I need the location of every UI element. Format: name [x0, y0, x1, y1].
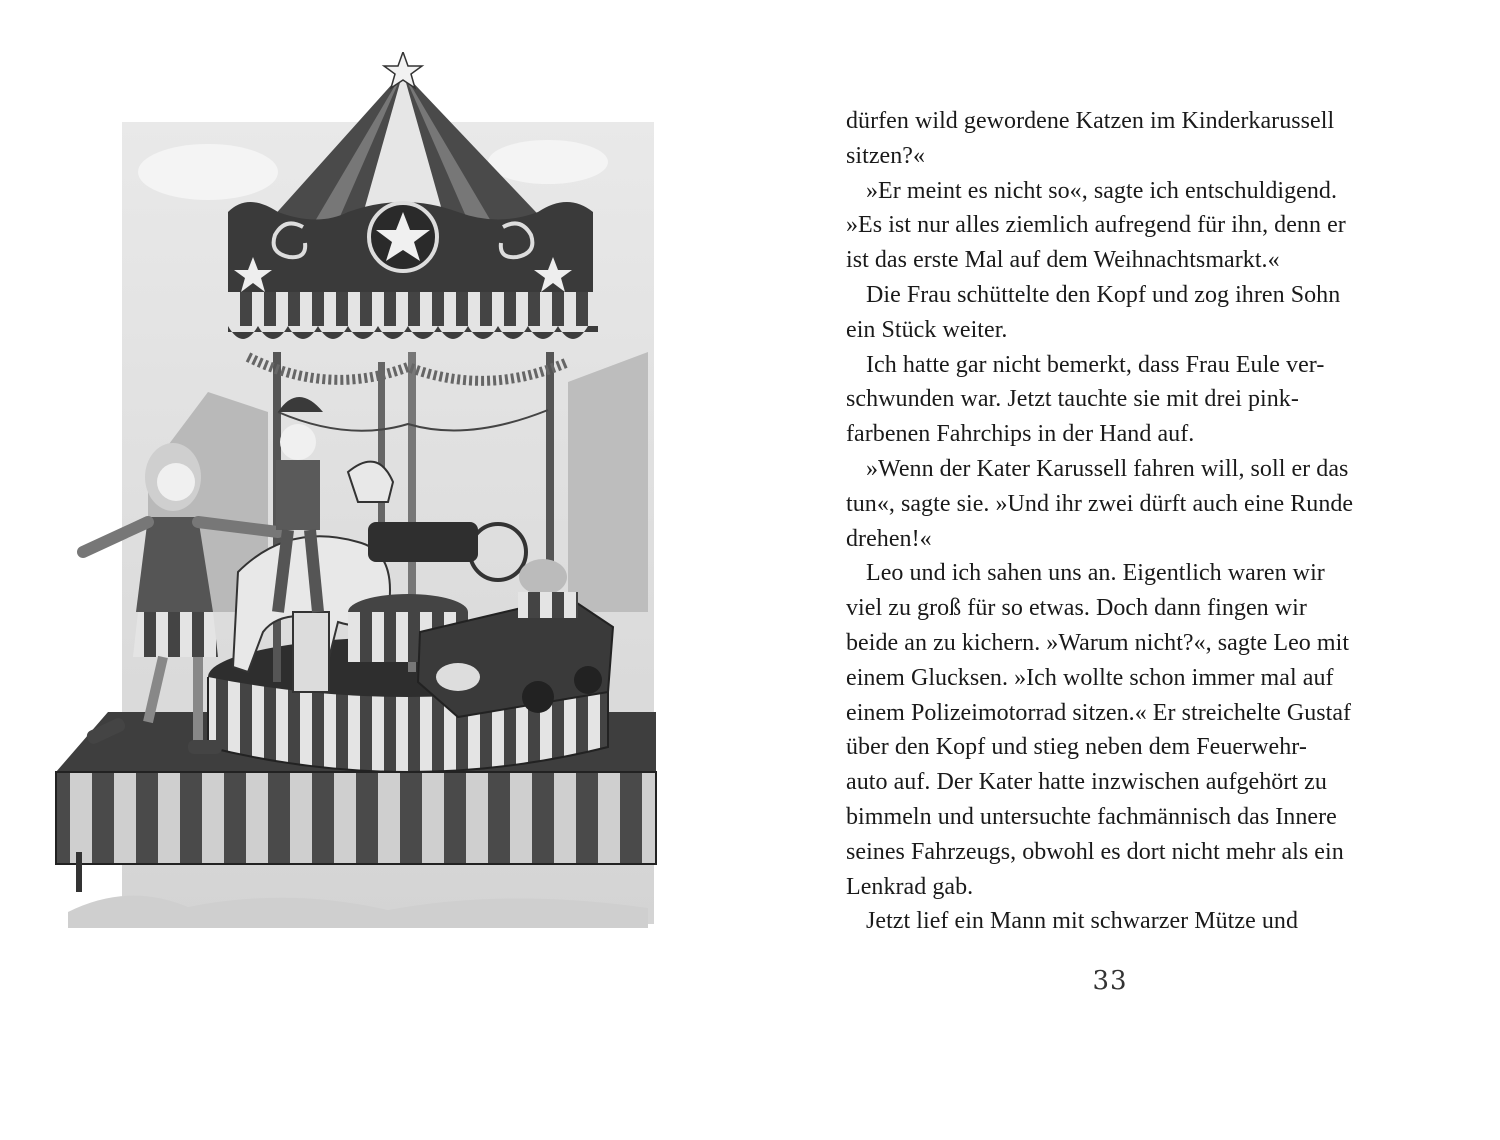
- text-line: Ich hatte gar nicht bemerkt, dass Frau Eule ver-: [866, 351, 1325, 378]
- canopy-valance: [228, 292, 598, 326]
- text-line: drehen!«: [846, 525, 932, 552]
- text-line: einem Polizeimotorrad sitzen.« Er streichelte Gustaf: [846, 699, 1352, 726]
- text-line: »Wenn der Kater Karussell fahren will, soll er das: [866, 455, 1349, 482]
- text-line: einem Glucksen. »Ich wollte schon immer mal auf: [846, 664, 1334, 691]
- text-line: über den Kopf und stieg neben dem Feuerwehr-: [846, 734, 1307, 761]
- text-line: dürfen wild gewordene Katzen im Kinderkarussell: [846, 108, 1335, 134]
- text-line: Leo und ich sahen uns an. Eigentlich waren wir: [866, 560, 1325, 587]
- text-line: Jetzt lief ein Mann mit schwarzer Mütze und: [866, 908, 1299, 935]
- text-line: sitzen?«: [846, 142, 926, 169]
- text-line: tun«, sagte sie. »Und ihr zwei dürft auch eine Runde: [846, 490, 1354, 517]
- text-line: schwunden war. Jetzt tauchte sie mit drei pink-: [846, 386, 1299, 413]
- text-line: bimmeln und untersuchte fachmännisch das Innere: [846, 803, 1337, 830]
- text-line: »Er meint es nicht so«, sagte ich entschuldigend.: [866, 177, 1338, 204]
- carousel-illustration-svg: [48, 52, 658, 932]
- text-line: viel zu groß für so etwas. Doch dann fingen wir: [846, 595, 1307, 622]
- text-line: Die Frau schüttelte den Kopf und zog ihren Sohn: [866, 281, 1341, 308]
- text-line: auto auf. Der Kater hatte inzwischen aufgehört zu: [846, 769, 1327, 796]
- text-line: »Es ist nur alles ziemlich aufregend für ihn, denn er: [846, 212, 1346, 239]
- text-line: beide an zu kichern. »Warum nicht?«, sagte Leo mit: [846, 629, 1350, 656]
- page-number: 33: [1092, 966, 1128, 996]
- text-line: ist das erste Mal auf dem Weihnachtsmarkt.«: [846, 247, 1280, 274]
- text-line: Lenkrad gab.: [846, 873, 974, 900]
- text-line: seines Fahrzeugs, obwohl es dort nicht mehr als ein: [846, 838, 1344, 865]
- text-line: farbenen Fahrchips in der Hand auf.: [846, 421, 1195, 448]
- platform-skirt: [56, 772, 656, 864]
- body-text: [846, 104, 1386, 939]
- carousel-illustration: [48, 52, 658, 932]
- text-line: ein Stück weiter.: [846, 316, 1008, 343]
